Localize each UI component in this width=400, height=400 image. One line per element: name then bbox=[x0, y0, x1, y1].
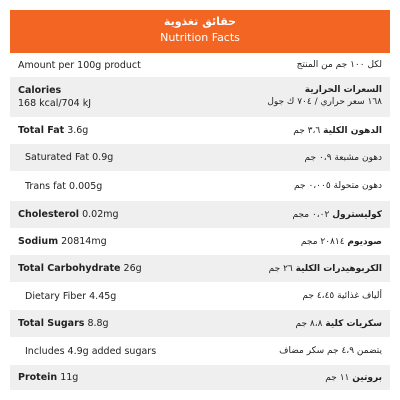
nutrient-row-trans-fat bbox=[10, 171, 390, 201]
saturated-fat-english bbox=[25, 152, 113, 163]
total-carbohydrate-value: 26g bbox=[123, 263, 142, 274]
total-fat-value: 3.6g bbox=[67, 125, 89, 136]
total-fat-arabic bbox=[293, 126, 382, 136]
total-carbohydrate-label: Total Carbohydrate bbox=[18, 263, 121, 274]
saturated-fat-arabic: دهون مشبعة ٠،٩ جم bbox=[304, 152, 382, 163]
total-fat-label: Total Fat bbox=[18, 125, 65, 136]
saturated-fat-label: Saturated Fat bbox=[25, 152, 90, 163]
nutrient-row-cholesterol bbox=[10, 201, 390, 228]
cholesterol-label: Cholesterol bbox=[18, 209, 80, 220]
cholesterol-value: 0.02mg bbox=[82, 209, 119, 220]
nutrient-row-saturated-fat bbox=[10, 144, 390, 171]
nutrient-row-added-sugars bbox=[10, 337, 390, 365]
nutrition-header bbox=[10, 10, 390, 53]
calories-english bbox=[18, 85, 91, 109]
protein-value: 11g bbox=[60, 372, 79, 383]
dietary-fiber-label: Dietary Fiber bbox=[25, 290, 87, 302]
trans-fat-arabic: دهون متحولة ٠،٠٠٥ جم bbox=[294, 181, 382, 191]
cholesterol-arabic bbox=[292, 210, 382, 220]
cholesterol-value-arabic: ٠،٠٢ مجم bbox=[292, 209, 330, 220]
nutrient-row-sodium bbox=[10, 228, 390, 255]
sodium-english bbox=[18, 236, 107, 247]
calories-arabic bbox=[267, 85, 382, 107]
protein-arabic bbox=[325, 373, 382, 383]
total-fat-english bbox=[18, 125, 88, 136]
nutrition-facts-panel bbox=[10, 10, 390, 390]
serving-label-english: Amount per 100g product bbox=[18, 59, 141, 71]
calories-row bbox=[10, 77, 390, 117]
nutrient-row-total-sugars bbox=[10, 310, 390, 337]
cholesterol-english bbox=[18, 209, 119, 220]
calories-label-arabic: السعرات الحرارية bbox=[304, 85, 382, 95]
header-title-arabic: حقائق تغذوية bbox=[163, 15, 237, 28]
trans-fat-english bbox=[25, 181, 102, 192]
total-sugars-arabic bbox=[295, 319, 382, 329]
total-sugars-label-arabic: سكريات كلية bbox=[325, 318, 382, 329]
protein-english bbox=[18, 372, 78, 383]
total-carbohydrate-arabic bbox=[269, 264, 382, 274]
sodium-arabic bbox=[301, 237, 382, 247]
trans-fat-value: 0.005g bbox=[69, 180, 103, 192]
total-carbohydrate-value-arabic: ٢٦ جم bbox=[268, 263, 293, 274]
calories-label-english: Calories bbox=[18, 85, 62, 96]
total-carbohydrate-english bbox=[18, 263, 142, 274]
protein-label-arabic: بروتين bbox=[352, 372, 382, 383]
nutrient-row-total-fat bbox=[10, 117, 390, 144]
total-sugars-value: 8.8g bbox=[87, 318, 109, 329]
nutrient-row-dietary-fiber bbox=[10, 282, 390, 310]
dietary-fiber-english bbox=[25, 291, 116, 302]
header-title-english: Nutrition Facts bbox=[160, 31, 240, 44]
sodium-label: Sodium bbox=[18, 236, 59, 247]
sodium-value-arabic: ٢٠٨١٤ مجم bbox=[300, 236, 345, 247]
dietary-fiber-arabic: ألياف غذائية ٤،٤٥ جم bbox=[302, 291, 382, 301]
calories-value-arabic: ١٦٨ سعر حراري / ٧٠٤ ك جول bbox=[267, 97, 382, 107]
trans-fat-label: Trans fat bbox=[25, 180, 67, 192]
cholesterol-label-arabic: كوليسترول bbox=[332, 209, 382, 220]
nutrient-row-protein bbox=[10, 365, 390, 390]
added-sugars-english: Includes 4.9g added sugars bbox=[25, 345, 157, 357]
dietary-fiber-value: 4.45g bbox=[89, 290, 117, 302]
calories-value-english: 168 kcal/704 kJ bbox=[18, 98, 91, 109]
serving-label-arabic: لكل ١٠٠ جم من المنتج bbox=[296, 60, 382, 70]
nutrient-row-total-carbohydrate bbox=[10, 255, 390, 282]
protein-value-arabic: ١١ جم bbox=[325, 372, 350, 383]
total-fat-label-arabic: الدهون الكلية bbox=[323, 125, 382, 136]
total-sugars-label: Total Sugars bbox=[18, 318, 85, 329]
total-sugars-english bbox=[18, 318, 109, 329]
added-sugars-arabic: يتضمن ٤،٩ جم سكر مضاف bbox=[279, 346, 382, 356]
serving-row bbox=[10, 53, 390, 77]
saturated-fat-value: 0.9g bbox=[92, 152, 114, 163]
total-carbohydrate-label-arabic: الكربوهيدرات الكلية bbox=[295, 263, 382, 274]
total-sugars-value-arabic: ٨،٨ جم bbox=[295, 318, 323, 329]
protein-label: Protein bbox=[18, 372, 58, 383]
sodium-label-arabic: صوديوم bbox=[347, 236, 382, 247]
sodium-value: 20814mg bbox=[61, 236, 107, 247]
total-fat-value-arabic: ٣،٦ جم bbox=[293, 125, 321, 136]
